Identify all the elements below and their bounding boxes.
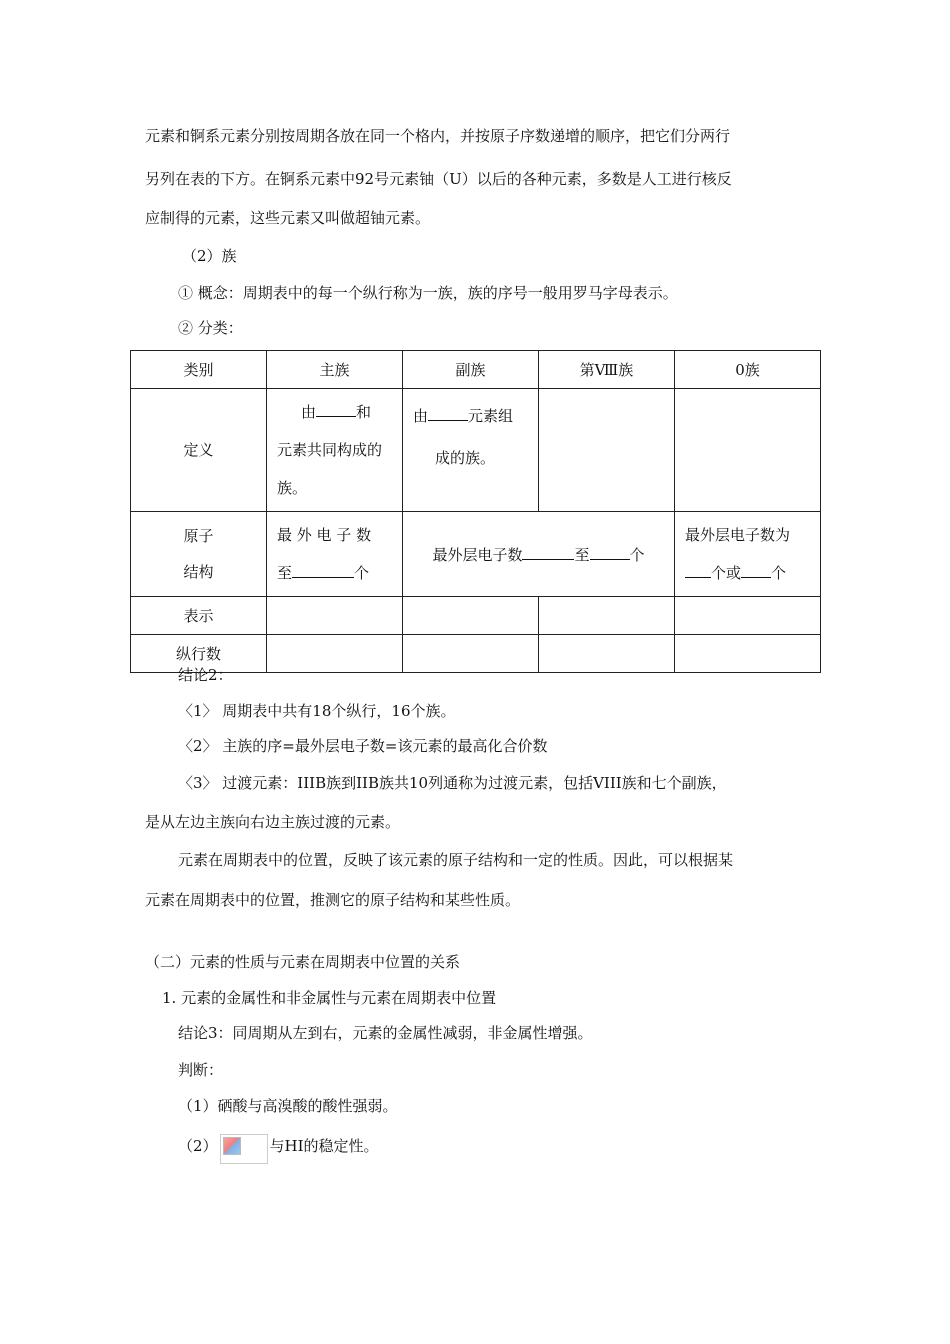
header-group-zero: 0族 [675, 351, 821, 389]
section2-sub1: 1. 元素的金属性和非金属性与元素在周期表中位置 [162, 989, 497, 1007]
zero-struct-or: 个或 [711, 564, 742, 582]
empty-cell [675, 635, 821, 673]
header-category: 类别 [131, 351, 267, 389]
empty-cell [403, 635, 539, 673]
main-def-prefix: 由 [301, 403, 317, 421]
definition-label: 定义 [131, 389, 267, 512]
conclusion2-item3a: 〈3〉 过渡元素：IIIB族到IIB族共10列通称为过渡元素，包括VIII族和七个副族， [178, 774, 727, 792]
judge-label: 判断： [178, 1061, 224, 1079]
intro-line-1: 元素和锕系元素分别按周期各放在同一个格内，并按原子序数递增的顺序，把它们分两行 [145, 127, 731, 145]
table-header-row [131, 351, 821, 389]
structure-label-2: 结构 [183, 563, 214, 581]
intro-line-2: 另列在表的下方。在锕系元素中92号元素铀（U）以后的各种元素，多数是人工进行核反 [145, 170, 732, 188]
conclusion2-item1: 〈1〉 周期表中共有18个纵行，16个族。 [178, 702, 456, 720]
sub-viii-structure [403, 512, 675, 597]
family-heading: （2）族 [182, 247, 237, 265]
mid-struct-to: 至 [574, 546, 590, 564]
empty-cell [403, 597, 539, 635]
blank [316, 400, 356, 417]
blank [741, 561, 771, 578]
group-zero-structure [675, 512, 821, 597]
sub-def-line2: 成的族。 [435, 449, 496, 467]
header-main-group: 主族 [267, 351, 403, 389]
para-line-2: 元素在周期表中的位置，推测它的原子结构和某些性质。 [145, 891, 521, 909]
empty-cell [539, 597, 675, 635]
group-viii-definition [539, 389, 675, 512]
represent-label: 表示 [131, 597, 267, 635]
main-struct-to: 至 [277, 564, 293, 582]
main-def-line3: 族。 [277, 479, 308, 497]
structure-label-1: 原子 [183, 527, 214, 545]
main-struct-unit: 个 [354, 564, 370, 582]
blank [292, 561, 354, 578]
family-classify: ② 分类： [178, 319, 243, 337]
blank [685, 561, 711, 578]
blank [590, 543, 630, 560]
conclusion2-item2: 〈2〉 主族的序=最外层电子数=该元素的最高化合价数 [178, 737, 548, 755]
broken-image-icon [220, 1134, 268, 1164]
structure-label [131, 512, 267, 597]
sub-def-prefix: 由 [413, 407, 429, 425]
header-group-viii: 第Ⅷ族 [539, 351, 675, 389]
classification-table [130, 350, 821, 673]
empty-cell [675, 597, 821, 635]
main-def-line2: 元素共同构成的 [277, 441, 383, 459]
section2-heading: （二）元素的性质与元素在周期表中位置的关系 [145, 953, 461, 971]
main-group-structure [267, 512, 403, 597]
question-2-suffix: 与HI的稳定性。 [269, 1137, 379, 1155]
conclusion2-title: 结论2： [178, 666, 233, 684]
header-sub-group: 副族 [403, 351, 539, 389]
empty-cell [267, 597, 403, 635]
conclusion3: 结论3：同周期从左到右，元素的金属性减弱，非金属性增强。 [178, 1024, 593, 1042]
para-line-1: 元素在周期表中的位置，反映了该元素的原子结构和一定的性质。因此，可以根据某 [178, 851, 734, 869]
blank [522, 543, 574, 560]
empty-cell [267, 635, 403, 673]
sub-group-definition [403, 389, 539, 512]
table-row-representation [131, 597, 821, 635]
family-concept: ① 概念：周期表中的每一个纵行称为一族，族的序号一般用罗马字母表示。 [178, 284, 678, 302]
mid-struct-prefix: 最外层电子数 [432, 546, 523, 564]
table-row-structure [131, 512, 821, 597]
main-struct-line1: 最 外 电 子 数 [277, 526, 372, 544]
columns-label: 纵行数 [131, 635, 267, 673]
table-row-columns [131, 635, 821, 673]
table-row-definition [131, 389, 821, 512]
main-def-and: 和 [356, 403, 372, 421]
main-group-definition [267, 389, 403, 512]
zero-struct-line1: 最外层电子数为 [685, 526, 791, 544]
empty-cell [539, 635, 675, 673]
question-2-prefix: （2） [178, 1137, 218, 1155]
question-1: （1）硒酸与高溴酸的酸性强弱。 [178, 1097, 398, 1115]
group-zero-definition [675, 389, 821, 512]
question-2 [178, 1132, 379, 1162]
intro-line-3: 应制得的元素，这些元素又叫做超铀元素。 [145, 209, 431, 227]
zero-struct-unit: 个 [771, 564, 787, 582]
mid-struct-unit: 个 [629, 546, 645, 564]
conclusion2-item3b: 是从左边主族向右边主族过渡的元素。 [145, 813, 401, 831]
sub-def-mid: 元素组 [468, 407, 514, 425]
blank [428, 404, 468, 421]
